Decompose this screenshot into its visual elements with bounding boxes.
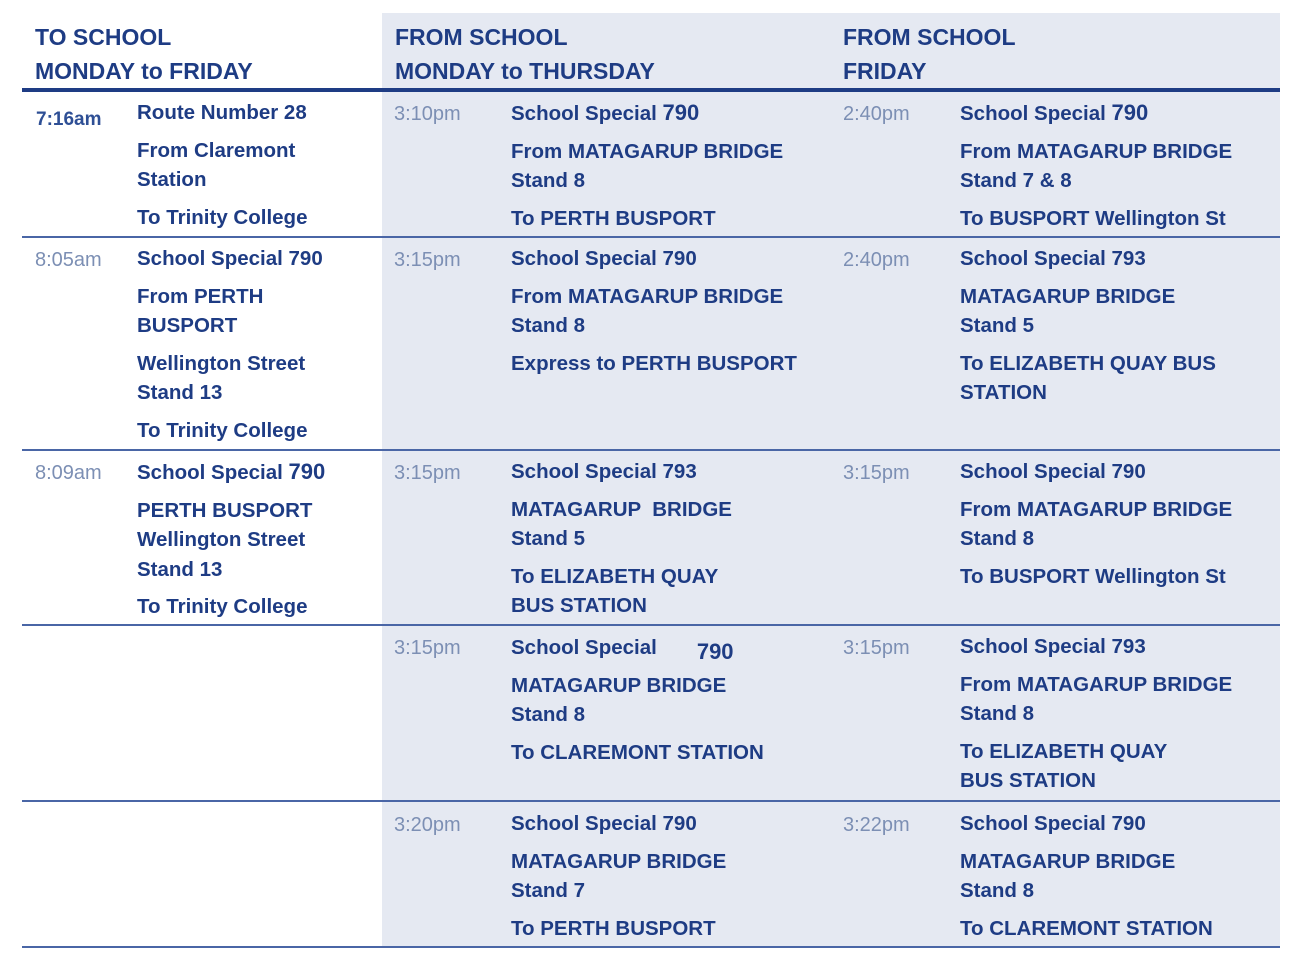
row-divider — [22, 449, 1280, 451]
stop-line: Stand 8 — [960, 527, 1035, 550]
departure-time: 3:22pm — [843, 814, 910, 836]
route-info — [137, 244, 323, 445]
header-from-school-mon-thu — [395, 20, 655, 88]
route-name — [511, 244, 797, 274]
stop-line: From MATAGARUP BRIDGE — [511, 284, 784, 308]
route-label: School Special — [511, 102, 657, 125]
route-name: School Special 793 — [511, 460, 697, 483]
route-name — [137, 457, 325, 488]
route-info — [960, 244, 1216, 408]
route-name: School Special 793 — [960, 247, 1146, 270]
departure-time: 3:15pm — [394, 637, 461, 659]
departure-time: 3:15pm — [843, 462, 910, 484]
route-label: School Special — [511, 247, 657, 270]
destination-line: To CLAREMONT STATION — [511, 740, 764, 764]
departure-time: 2:40pm — [843, 103, 910, 125]
stop-line: Wellington Street — [137, 528, 306, 551]
destination-line: To ELIZABETH QUAY BUS — [960, 351, 1216, 375]
route-info — [511, 244, 797, 378]
destination-line: BUS STATION — [960, 769, 1096, 792]
stop-line: PERTH BUSPORT — [137, 498, 313, 522]
stop-line: MATAGARUP BRIDGE — [960, 284, 1176, 308]
destination-line: To PERTH BUSPORT — [511, 206, 716, 230]
stop-line: Stand 8 — [511, 169, 586, 192]
table-bottom-rule — [22, 946, 1280, 948]
stop-line: From MATAGARUP BRIDGE — [960, 672, 1233, 696]
route-name: Route Number 28 — [137, 101, 307, 124]
route-info — [511, 457, 732, 621]
departure-time: 3:15pm — [843, 637, 910, 659]
stop-line: Wellington Street — [137, 351, 306, 375]
destination-line: To Trinity College — [137, 418, 308, 442]
stop-line: From MATAGARUP BRIDGE — [960, 139, 1233, 163]
row-divider — [22, 236, 1280, 238]
header-line: FROM SCHOOL — [395, 24, 568, 50]
stop-line: MATAGARUP BRIDGE — [511, 849, 727, 873]
stop-line: From Claremont — [137, 138, 296, 162]
route-info — [137, 98, 307, 232]
departure-time: 7:16am — [36, 109, 102, 130]
route-label: School Special — [511, 636, 657, 659]
stop-line: Station — [137, 168, 207, 191]
destination-line: To Trinity College — [137, 205, 308, 229]
header-from-school-friday — [843, 20, 1016, 88]
destination-line: STATION — [960, 381, 1047, 404]
route-name — [511, 98, 783, 129]
route-info — [511, 632, 764, 767]
route-name: School Special 790 — [960, 812, 1146, 835]
destination-line: To BUSPORT Wellington St — [960, 564, 1226, 588]
departure-time: 2:40pm — [843, 249, 910, 271]
route-number: 790 — [1111, 100, 1149, 125]
stop-line: Stand 8 — [960, 702, 1035, 725]
stop-line: MATAGARUP BRIDGE — [511, 497, 732, 521]
destination-line: To ELIZABETH QUAY — [960, 739, 1168, 763]
route-info — [137, 457, 325, 622]
departure-time: 3:20pm — [394, 814, 461, 836]
departure-time: 8:09am — [35, 462, 102, 484]
route-name: School Special 793 — [960, 635, 1146, 658]
header-line: MONDAY to FRIDAY — [35, 58, 253, 84]
header-line: TO SCHOOL — [35, 24, 172, 50]
destination-line: To Trinity College — [137, 595, 308, 618]
route-info — [960, 632, 1232, 796]
header-to-school — [35, 20, 253, 88]
route-name — [511, 632, 764, 663]
route-name: School Special 790 — [137, 247, 323, 270]
header-rule — [22, 88, 1280, 92]
route-info — [511, 98, 783, 233]
stop-line: MATAGARUP BRIDGE — [960, 849, 1176, 873]
stop-line: BUSPORT — [137, 314, 238, 337]
destination-line: BUS STATION — [511, 594, 647, 617]
stop-line: From MATAGARUP BRIDGE — [511, 139, 784, 163]
stop-line: Stand 13 — [137, 557, 223, 581]
route-name: School Special 790 — [960, 460, 1146, 483]
row-divider — [22, 800, 1280, 802]
route-info — [960, 809, 1213, 943]
stop-line: Stand 7 & 8 — [960, 169, 1072, 192]
route-label: School Special — [137, 461, 283, 484]
route-number: 790 — [662, 100, 700, 125]
destination-line: To PERTH BUSPORT — [511, 916, 716, 940]
row-divider — [22, 624, 1280, 626]
destination-line: To CLAREMONT STATION — [960, 916, 1213, 940]
stop-line: Stand 5 — [511, 527, 586, 550]
route-info — [511, 809, 726, 943]
route-info — [960, 98, 1232, 233]
stop-line: Stand 8 — [511, 703, 586, 726]
stop-line: Stand 7 — [511, 879, 586, 902]
destination-line: To ELIZABETH QUAY — [511, 564, 719, 588]
route-name: School Special 790 — [511, 812, 697, 835]
route-number: 790 — [696, 639, 734, 664]
stop-line: Stand 8 — [511, 314, 586, 337]
destination-line: To BUSPORT Wellington St — [960, 206, 1226, 230]
stop-line: From MATAGARUP BRIDGE — [960, 497, 1233, 521]
stop-line: Stand 8 — [960, 879, 1035, 902]
stop-line: MATAGARUP BRIDGE — [511, 673, 727, 697]
route-label: School Special — [960, 102, 1106, 125]
route-name — [960, 98, 1232, 129]
route-number: 790 — [662, 247, 697, 270]
header-line: FRIDAY — [843, 58, 927, 84]
departure-time: 3:15pm — [394, 249, 461, 271]
stop-line: Stand 13 — [137, 381, 223, 404]
stop-line: Stand 5 — [960, 314, 1035, 337]
departure-time: 3:10pm — [394, 103, 461, 125]
route-number: 790 — [288, 459, 326, 484]
header-line: FROM SCHOOL — [843, 24, 1016, 50]
route-info — [960, 457, 1232, 591]
stop-line: From PERTH — [137, 284, 264, 308]
departure-time: 3:15pm — [394, 462, 461, 484]
destination-line: Express to PERTH BUSPORT — [511, 351, 797, 375]
departure-time: 8:05am — [35, 249, 102, 271]
header-line: MONDAY to THURSDAY — [395, 58, 655, 84]
